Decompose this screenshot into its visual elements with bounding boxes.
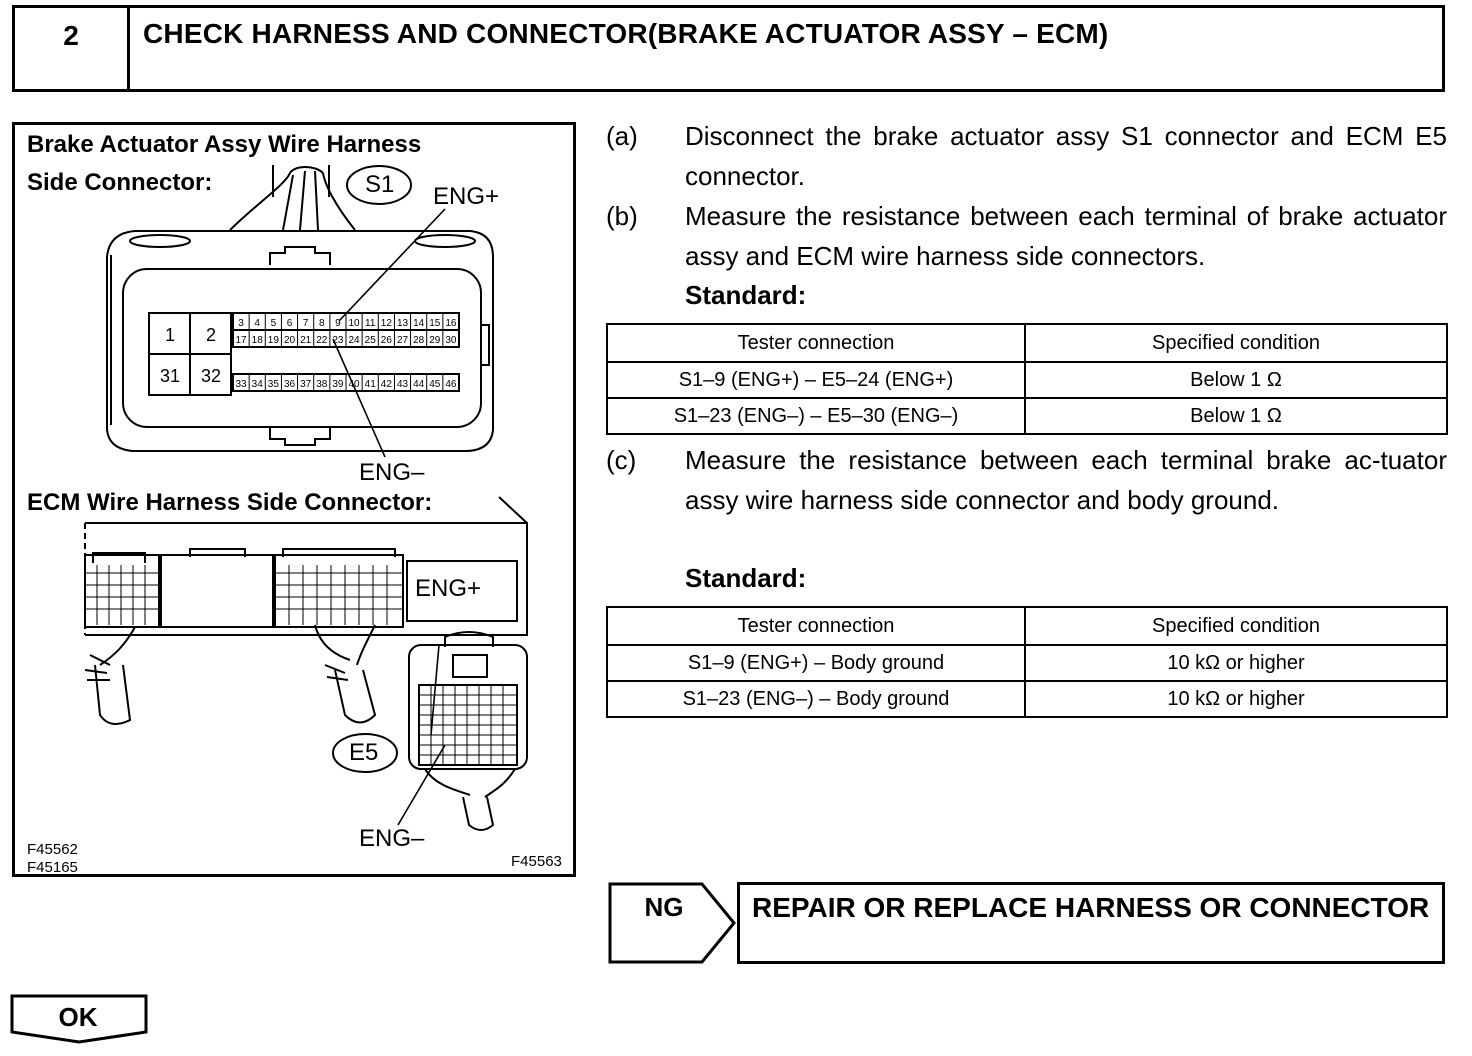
repair-action-box [737, 882, 1445, 964]
pin-label: 20 [283, 335, 296, 346]
table-row [607, 645, 1447, 681]
pin-label: 34 [251, 379, 263, 390]
pin-label: 7 [302, 318, 309, 329]
connector-illustration [12, 122, 576, 877]
pin-label: 25 [364, 335, 376, 346]
harness-wire [283, 171, 318, 230]
step-c-label: (c) [606, 445, 637, 475]
ok-result-box[interactable] [10, 994, 150, 1044]
pin-label: 39 [332, 379, 344, 390]
e5-eng-minus-leader [398, 745, 445, 825]
big-pin-label: 32 [200, 366, 222, 386]
table-row [607, 398, 1447, 434]
standard-label-1: Standard: [685, 280, 807, 310]
table2-header-connection: Tester connection [607, 607, 1025, 645]
repair-action-text: REPAIR OR REPLACE HARNESS OR CONNECTOR [752, 892, 1430, 923]
table-row [607, 681, 1447, 717]
spec-table-2 [606, 606, 1448, 718]
pin-label: 21 [300, 335, 312, 346]
table2-header-condition: Specified condition [1025, 607, 1447, 645]
big-pin-label: 2 [205, 325, 217, 345]
pin-label: 4 [254, 318, 260, 329]
pin-label: 16 [445, 318, 457, 329]
ng-label: NG [644, 892, 684, 922]
table1-row1-condition: Below 1 Ω [1025, 362, 1447, 398]
pin-label: 42 [380, 379, 392, 390]
pin-label: 3 [238, 318, 244, 329]
pin-label: 36 [283, 379, 296, 390]
pin-label: 12 [380, 318, 392, 329]
pin-label: 40 [348, 379, 360, 390]
eng-plus-leader [339, 209, 445, 321]
pin-label: 38 [316, 379, 328, 390]
s1-tag: S1 [365, 171, 395, 198]
ecm-eng-plus-label: ENG+ [415, 575, 482, 602]
pin-label: 33 [235, 379, 247, 390]
table1-row2-connection: S1–23 (ENG–) – E5–30 (ENG–) [607, 398, 1025, 434]
step-title: CHECK HARNESS AND CONNECTOR(BRAKE ACTUATOR ASSY – ECM) [143, 18, 1109, 49]
eng-minus-bottom-label: ENG– [359, 825, 425, 852]
pin-label: 10 [348, 318, 360, 329]
step-number: 2 [15, 8, 130, 89]
ecm-connector-label: ECM Wire Harness Side Connector: [27, 489, 433, 516]
harness-wire [290, 167, 323, 173]
pin-label: 6 [286, 318, 293, 329]
table1-header-condition: Specified condition [1025, 324, 1447, 362]
table1-row1-connection: S1–9 (ENG+) – E5–24 (ENG+) [607, 362, 1025, 398]
big-pin-label: 31 [159, 366, 181, 386]
pin-label: 45 [429, 379, 441, 390]
table-row [607, 362, 1447, 398]
figure-code-a: F45562 [27, 841, 78, 858]
step-b-label: (b) [606, 201, 638, 231]
e5-eng-plus-leader [431, 645, 439, 735]
figure-code-c: F45563 [511, 853, 562, 870]
table2-row2-condition: 10 kΩ or higher [1025, 681, 1447, 717]
e5-connector-body [409, 645, 527, 769]
standard-label-2: Standard: [685, 563, 807, 593]
pin-label: 30 [445, 335, 457, 346]
pin-label: 44 [413, 379, 425, 390]
pin-label: 14 [413, 318, 425, 329]
table1-row2-condition: Below 1 Ω [1025, 398, 1447, 434]
eng-plus-label: ENG+ [433, 183, 500, 210]
pin-label: 26 [380, 335, 392, 346]
harness-wire [230, 173, 290, 230]
table2-row1-connection: S1–9 (ENG+) – Body ground [607, 645, 1025, 681]
step-b-text: Measure the resistance between each terminal of brake actuator assy and ECM wire harness side connectors. [685, 201, 1447, 271]
table1-header-connection: Tester connection [607, 324, 1025, 362]
table2-row2-connection: S1–23 (ENG–) – Body ground [607, 681, 1025, 717]
pin-label: 11 [365, 318, 376, 329]
pin-label: 9 [335, 318, 341, 329]
step-header [12, 5, 1445, 92]
pin-label: 15 [429, 318, 441, 329]
pin-label: 46 [445, 379, 457, 390]
brake-connector-label: Brake Actuator Assy Wire Harness [27, 131, 422, 158]
pin-label: 28 [413, 335, 425, 346]
pin-label: 27 [396, 335, 409, 346]
e5-tag: E5 [349, 739, 379, 766]
ng-result-box[interactable] [608, 882, 738, 964]
pin-label: 35 [267, 379, 279, 390]
figure-code-b: F45165 [27, 859, 78, 876]
ok-label: OK [58, 1002, 98, 1032]
spec-table-1 [606, 323, 1448, 435]
pin-label: 41 [364, 379, 376, 390]
pin-label: 23 [332, 335, 344, 346]
pin-label: 8 [319, 318, 325, 329]
step-c-text: Measure the resistance between each terminal brake ac-tuator assy wire harness side connector and body ground. [685, 445, 1447, 515]
eng-minus-leader [333, 339, 385, 457]
step-a-label: (a) [606, 121, 638, 151]
pin-label: 29 [429, 335, 441, 346]
big-pin-label: 1 [164, 325, 176, 345]
pin-label: 37 [300, 379, 312, 390]
harness-wire [323, 173, 355, 230]
pin-label: 24 [348, 335, 360, 346]
step-a-text: Disconnect the brake actuator assy S1 connector and ECM E5 connector. [685, 121, 1447, 191]
brake-connector-label-2: Side Connector: [27, 169, 213, 196]
pin-label: 22 [316, 335, 328, 346]
pin-label: 17 [235, 335, 247, 346]
pin-label: 43 [396, 379, 409, 390]
pin-label: 13 [396, 318, 409, 329]
pin-label: 5 [270, 318, 277, 329]
pin-label: 19 [267, 335, 279, 346]
table2-row1-condition: 10 kΩ or higher [1025, 645, 1447, 681]
pin-label: 18 [251, 335, 263, 346]
eng-minus-label: ENG– [359, 459, 425, 486]
